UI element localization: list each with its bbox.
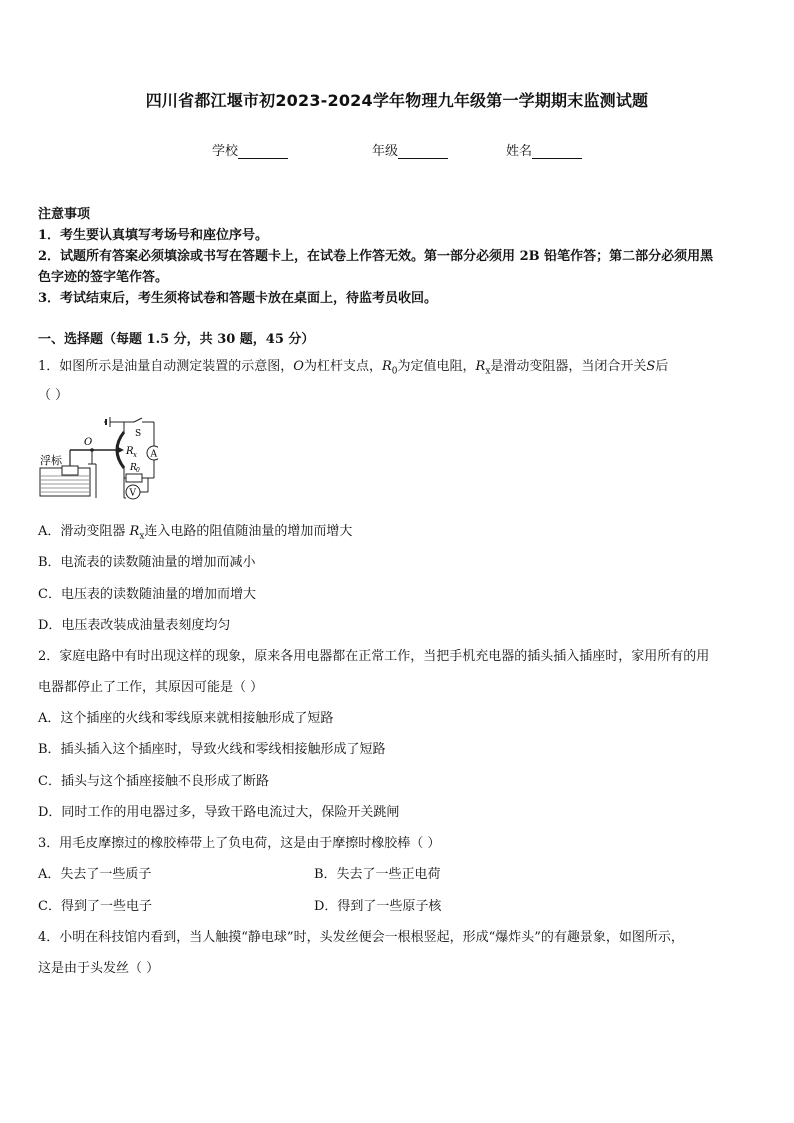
name-blank[interactable]	[532, 145, 582, 159]
q1-option-c[interactable]: C．电压表的读数随油量的增加而增大	[38, 587, 256, 602]
q2-option-c[interactable]: C．插头与这个插座接触不良形成了断路	[38, 774, 269, 789]
q2-stem-line2: 电器都停止了工作，其原因可能是（ ）	[38, 680, 264, 695]
school-label: 学校	[212, 144, 239, 159]
svg-text:A: A	[150, 449, 157, 460]
name-field	[506, 140, 582, 159]
q3-stem: 3．用毛皮摩擦过的橡胶棒带上了负电荷，这是由于摩擦时橡胶棒（ ）	[38, 836, 441, 851]
grade-field	[372, 140, 448, 159]
q1-option-d[interactable]: D．电压表改装成油量表刻度均匀	[38, 618, 231, 633]
q1-paren: （ ）	[38, 388, 69, 403]
q3-option-a[interactable]: A．失去了一些质子	[38, 867, 152, 882]
pivot-label: O	[84, 437, 93, 448]
svg-text:R: R	[126, 446, 134, 457]
svg-text:S: S	[135, 429, 142, 439]
oil-level-hatching	[41, 476, 89, 492]
q3-option-d[interactable]: D．得到了一些原子核	[314, 899, 442, 914]
float-icon	[62, 466, 78, 475]
pivot-point	[90, 448, 94, 452]
slider-arrow	[118, 447, 124, 453]
q4-stem-line2: 这是由于头发丝（ ）	[38, 961, 160, 976]
grade-label: 年级	[372, 144, 399, 159]
q2-option-d[interactable]: D．同时工作的用电器过多，导致干路电流过大，保险开关跳闸	[38, 805, 400, 820]
resistor-r0	[126, 474, 142, 482]
q2-stem-line1: 2．家庭电路中有时出现这样的现象，原来各用电器都在正常工作，当把手机充电器的插头插入插座时，家用所有的用	[38, 649, 710, 664]
section-heading: 一、选择题（每题 1.5 分，共 30 题，45 分）	[38, 332, 315, 347]
school-blank[interactable]	[238, 145, 288, 159]
q1-option-a[interactable]: A．滑动变阻器 $R_x$连入电路的阻值随油量的增加而增大	[38, 524, 353, 542]
q2-option-b[interactable]: B．插头插入这个插座时，导致火线和零线相接触形成了短路	[38, 742, 386, 757]
q3-option-b[interactable]: B．失去了一些正电荷	[314, 867, 441, 882]
notice-item: 色字迹的签字笔作答。	[38, 270, 169, 285]
svg-text:x: x	[133, 451, 137, 459]
svg-text:0: 0	[136, 467, 140, 474]
name-label: 姓名	[506, 144, 533, 159]
notice-item: 2．试题所有答案必须填涂或书写在答题卡上，在试卷上作答无效。第一部分必须用 2B 铅笔作答；第二部分必须用黑	[38, 249, 714, 264]
oil-gauge-circuit-figure	[38, 412, 158, 502]
svg-text:V: V	[129, 488, 136, 499]
notice-heading: 注意事项	[38, 207, 91, 222]
notice-item: 3．考试结束后，考生须将试卷和答题卡放在桌面上，待监考员收回。	[38, 291, 438, 306]
q1-stem: 1．如图所示是油量自动测定装置的示意图，O为杠杆支点，$R_0$为定值电阻，$R_x$是滑动变阻器，当闭合开关S后	[38, 359, 669, 377]
notice-item: 1．考生要认真填写考场号和座位序号。	[38, 228, 269, 243]
q1-option-b[interactable]: B．电流表的读数随油量的增加而减小	[38, 555, 256, 570]
school-field	[212, 140, 288, 159]
q4-stem-line1: 4．小明在科技馆内看到，当人触摸“静电球”时，头发丝便会一根根竖起，形成“爆炸头”的有趣景象，如图所示，	[38, 930, 684, 945]
svg-text:R: R	[130, 463, 137, 473]
grade-blank[interactable]	[398, 145, 448, 159]
q3-option-c[interactable]: C．得到了一些电子	[38, 899, 152, 914]
q2-option-a[interactable]: A．这个插座的火线和零线原来就相接触形成了短路	[38, 711, 334, 726]
float-label: 浮标	[40, 454, 62, 467]
switch-icon	[134, 418, 142, 422]
page-title: 四川省都江堰市初2023-2024学年物理九年级第一学期期末监测试题	[145, 91, 649, 110]
